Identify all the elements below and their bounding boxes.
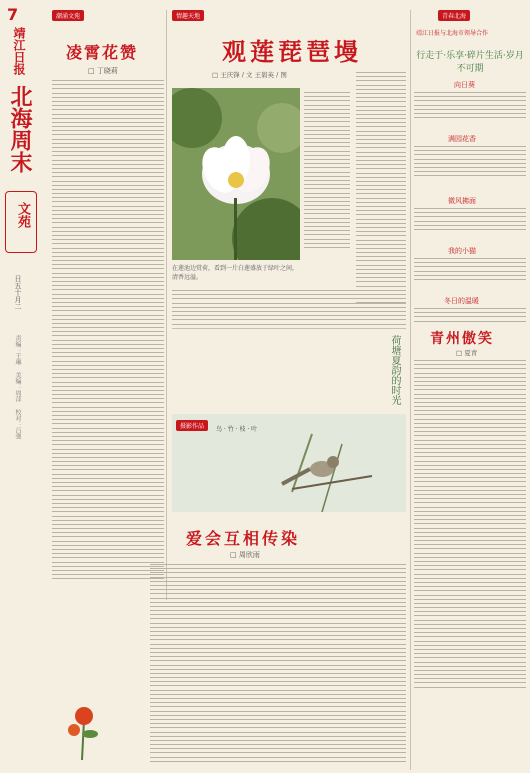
bird-label: 鸟 · 竹 · 枝 · 叶 (216, 426, 258, 433)
supplement-name: 北海周末 (7, 85, 33, 173)
left-article (52, 10, 164, 600)
bottom-article (60, 520, 406, 768)
right-poem-title: 行走于·乐享·碎片生活·岁月不可期 (416, 51, 524, 74)
photo-caption: 在莲池边赏荷，看到一片白莲盛放于绿叶之间，清香远溢。 (172, 265, 299, 281)
right-note: 靖江日报与北海市领导合作 (416, 30, 489, 37)
section-tag: 潮涌文苑 (52, 10, 84, 21)
right-item-4: 我的小猫 (448, 247, 476, 255)
bottom-body (150, 564, 406, 765)
masthead (3, 5, 43, 765)
section-badge: 文苑 (5, 191, 37, 253)
page-number: 7 (7, 5, 19, 24)
article-title: 凌霄花赞 (66, 43, 139, 62)
right-column (414, 10, 526, 770)
poem-box (172, 328, 406, 413)
poem-title: 荷塘夏韵的时光 (389, 335, 400, 405)
bottom-author: □ 周欣雨 (230, 551, 260, 559)
editor-info: 责编：王琳 美编：周萍 校对：吕强 (14, 335, 21, 439)
bird-photo (172, 414, 406, 512)
right-item-5: 冬日的温暖 (444, 297, 479, 305)
center-body-lower (172, 290, 406, 332)
right-section-tag: 青春北海 (438, 10, 470, 21)
bottom-title: 爱会互相传染 (186, 529, 301, 548)
center-title: 观莲琵琶墁 (222, 37, 362, 66)
lotus-photo (172, 88, 300, 260)
issue-date: 日五十月二 (14, 275, 22, 310)
article-author: □ 丁晓莉 (88, 67, 118, 75)
right-essay-body (414, 360, 526, 691)
center-byline: □ 王庆锋 / 文 王碧英 / 图 (212, 71, 287, 79)
right-essay-author: □ 夏青 (456, 349, 478, 357)
center-col2 (356, 72, 406, 315)
right-item-1: 向日葵 (454, 81, 475, 89)
right-item-3: 微风拂面 (448, 197, 476, 205)
section-tag-center: 情趣天地 (172, 10, 204, 21)
center-col1 (304, 92, 350, 251)
flower-illustration (62, 700, 102, 760)
paper-name: 靖江日报 (12, 27, 26, 75)
article-body (52, 80, 164, 583)
photo-tag: 摄影作品 (176, 420, 208, 431)
right-item-2: 满园花香 (448, 135, 476, 143)
right-essay-title: 青州傲笑 (430, 331, 494, 347)
